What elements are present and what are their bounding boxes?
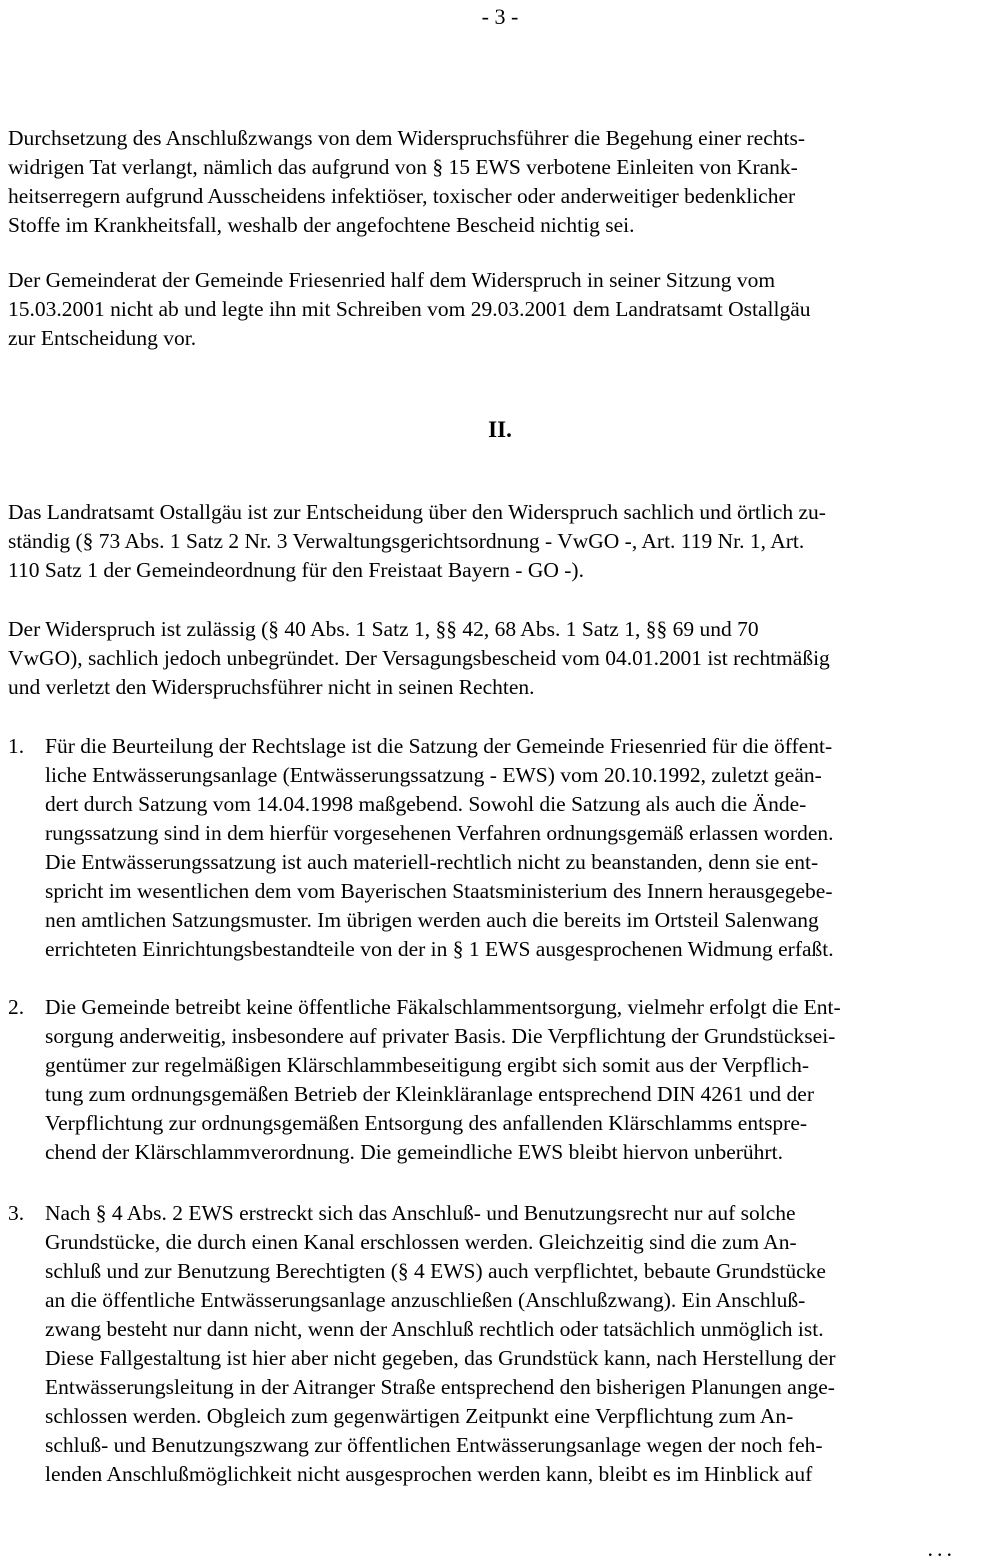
text-line: spricht im wesentlichen dem vom Bayerischen Staatsministerium des Innern herausgegebe- (45, 879, 833, 903)
council-paragraph (8, 266, 990, 353)
text-line: Das Landratsamt Ostallgäu ist zur Entscheidung über den Widerspruch sachlich und örtlich zu- (8, 500, 826, 524)
page-number: - 3 - (481, 4, 519, 29)
text-line: 15.03.2001 nicht ab und legte ihn mit Schreiben vom 29.03.2001 dem Landratsamt Ostallgäu (8, 297, 811, 321)
text-line: ständig (§ 73 Abs. 1 Satz 2 Nr. 3 Verwaltungsgerichtsordnung - VwGO -, Art. 119 Nr. 1, Art. (8, 529, 805, 553)
item-text (45, 1199, 990, 1489)
text-line: zwang besteht nur dann nicht, wenn der Anschluß rechtlich oder tatsächlich unmöglich ist. (45, 1317, 824, 1341)
section-heading: II. (488, 417, 512, 442)
text-line: Für die Beurteilung der Rechtslage ist die Satzung der Gemeinde Friesenried für die öffent- (45, 734, 833, 758)
admissibility-paragraph (8, 615, 990, 702)
text-line: liche Entwässerungsanlage (Entwässerungssatzung - EWS) vom 20.10.1992, zuletzt geän- (45, 763, 822, 787)
numbered-item-3 (8, 1199, 990, 1489)
text-line: lenden Anschlußmöglichkeit nicht ausgesprochen werden kann, bleibt es im Hinblick auf (45, 1462, 813, 1486)
text-line: errichteten Einrichtungsbestandteile von der in § 1 EWS ausgesprochenen Widmung erfaßt. (45, 937, 834, 961)
text-line: Die Entwässerungssatzung ist auch materiell-rechtlich nicht zu beanstanden, denn sie ent- (45, 850, 819, 874)
numbered-item-1 (8, 732, 990, 964)
jurisdiction-paragraph (8, 498, 990, 585)
text-line: Stoffe im Krankheitsfall, weshalb der angefochtene Bescheid nichtig sei. (8, 213, 635, 237)
text-line: und verletzt den Widerspruchsführer nicht in seinen Rechten. (8, 675, 535, 699)
continuation-mark: ... (927, 1536, 956, 1561)
text-line: Der Widerspruch ist zulässig (§ 40 Abs. 1 Satz 1, §§ 42, 68 Abs. 1 Satz 1, §§ 69 und 70 (8, 617, 759, 641)
text-line: Die Gemeinde betreibt keine öffentliche Fäkalschlammentsorgung, vielmehr erfolgt die Ent- (45, 995, 841, 1019)
text-line: an die öffentliche Entwässerungsanlage anzuschließen (Anschlußzwang). Ein Anschluß- (45, 1288, 806, 1312)
text-line: Grundstücke, die durch einen Kanal erschlossen werden. Gleichzeitig sind die zum An- (45, 1230, 797, 1254)
text-line: Nach § 4 Abs. 2 EWS erstreckt sich das Anschluß- und Benutzungsrecht nur auf solche (45, 1201, 796, 1225)
item-number: 1. (8, 734, 25, 758)
text-line: heitserregern aufgrund Ausscheidens infektiöser, toxischer oder anderweitiger bedenklicher (8, 184, 796, 208)
text-line: schluß- und Benutzungszwang zur öffentlichen Entwässerungsanlage wegen der noch feh- (45, 1433, 823, 1457)
text-line: sorgung anderweitig, insbesondere auf privater Basis. Die Verpflichtung der Grundstücksei- (45, 1024, 836, 1048)
item-number: 2. (8, 995, 25, 1019)
text-line: tung zum ordnungsgemäßen Betrieb der Kleinkläranlage entsprechend DIN 4261 und der (45, 1082, 814, 1106)
text-line: gentümer zur regelmäßigen Klärschlammbeseitigung ergibt sich somit aus der Verpflich- (45, 1053, 810, 1077)
text-line: schluß und zur Benutzung Berechtigten (§ 4 EWS) auch verpflichtet, bebaute Grundstücke (45, 1259, 826, 1283)
text-line: zur Entscheidung vor. (8, 326, 197, 350)
numbered-item-2 (8, 993, 990, 1167)
text-line: Diese Fallgestaltung ist hier aber nicht gegeben, das Grundstück kann, nach Herstellung der (45, 1346, 836, 1370)
intro-paragraph (8, 124, 990, 240)
text-line: dert durch Satzung vom 14.04.1998 maßgebend. Sowohl die Satzung als auch die Ände- (45, 792, 807, 816)
text-line: Entwässerungsleitung in der Aitranger Straße entsprechend den bisherigen Planungen ange- (45, 1375, 835, 1399)
item-text (45, 732, 990, 964)
item-number: 3. (8, 1201, 25, 1225)
text-line: schlossen werden. Obgleich zum gegenwärtigen Zeitpunkt eine Verpflichtung zum An- (45, 1404, 794, 1428)
text-line: nen amtlichen Satzungsmuster. Im übrigen werden auch die bereits im Ortsteil Salenwang (45, 908, 819, 932)
text-line: Verpflichtung zur ordnungsgemäßen Entsorgung des anfallenden Klärschlamms entspre- (45, 1111, 808, 1135)
text-line: rungssatzung sind in dem hierfür vorgesehenen Verfahren ordnungsgemäß erlassen worden. (45, 821, 834, 845)
item-text (45, 993, 990, 1167)
text-line: Der Gemeinderat der Gemeinde Friesenried half dem Widerspruch in seiner Sitzung vom (8, 268, 776, 292)
text-line: VwGO), sachlich jedoch unbegründet. Der Versagungsbescheid vom 04.01.2001 ist rechtmäßig (8, 646, 830, 670)
text-line: widrigen Tat verlangt, nämlich das aufgrund von § 15 EWS verbotene Einleiten von Krank- (8, 155, 798, 179)
text-line: Durchsetzung des Anschlußzwangs von dem Widerspruchsführer die Begehung einer rechts- (8, 126, 805, 150)
text-line: chend der Klärschlammverordnung. Die gemeindliche EWS bleibt hiervon unberührt. (45, 1140, 783, 1164)
text-line: 110 Satz 1 der Gemeindeordnung für den Freistaat Bayern - GO -). (8, 558, 584, 582)
